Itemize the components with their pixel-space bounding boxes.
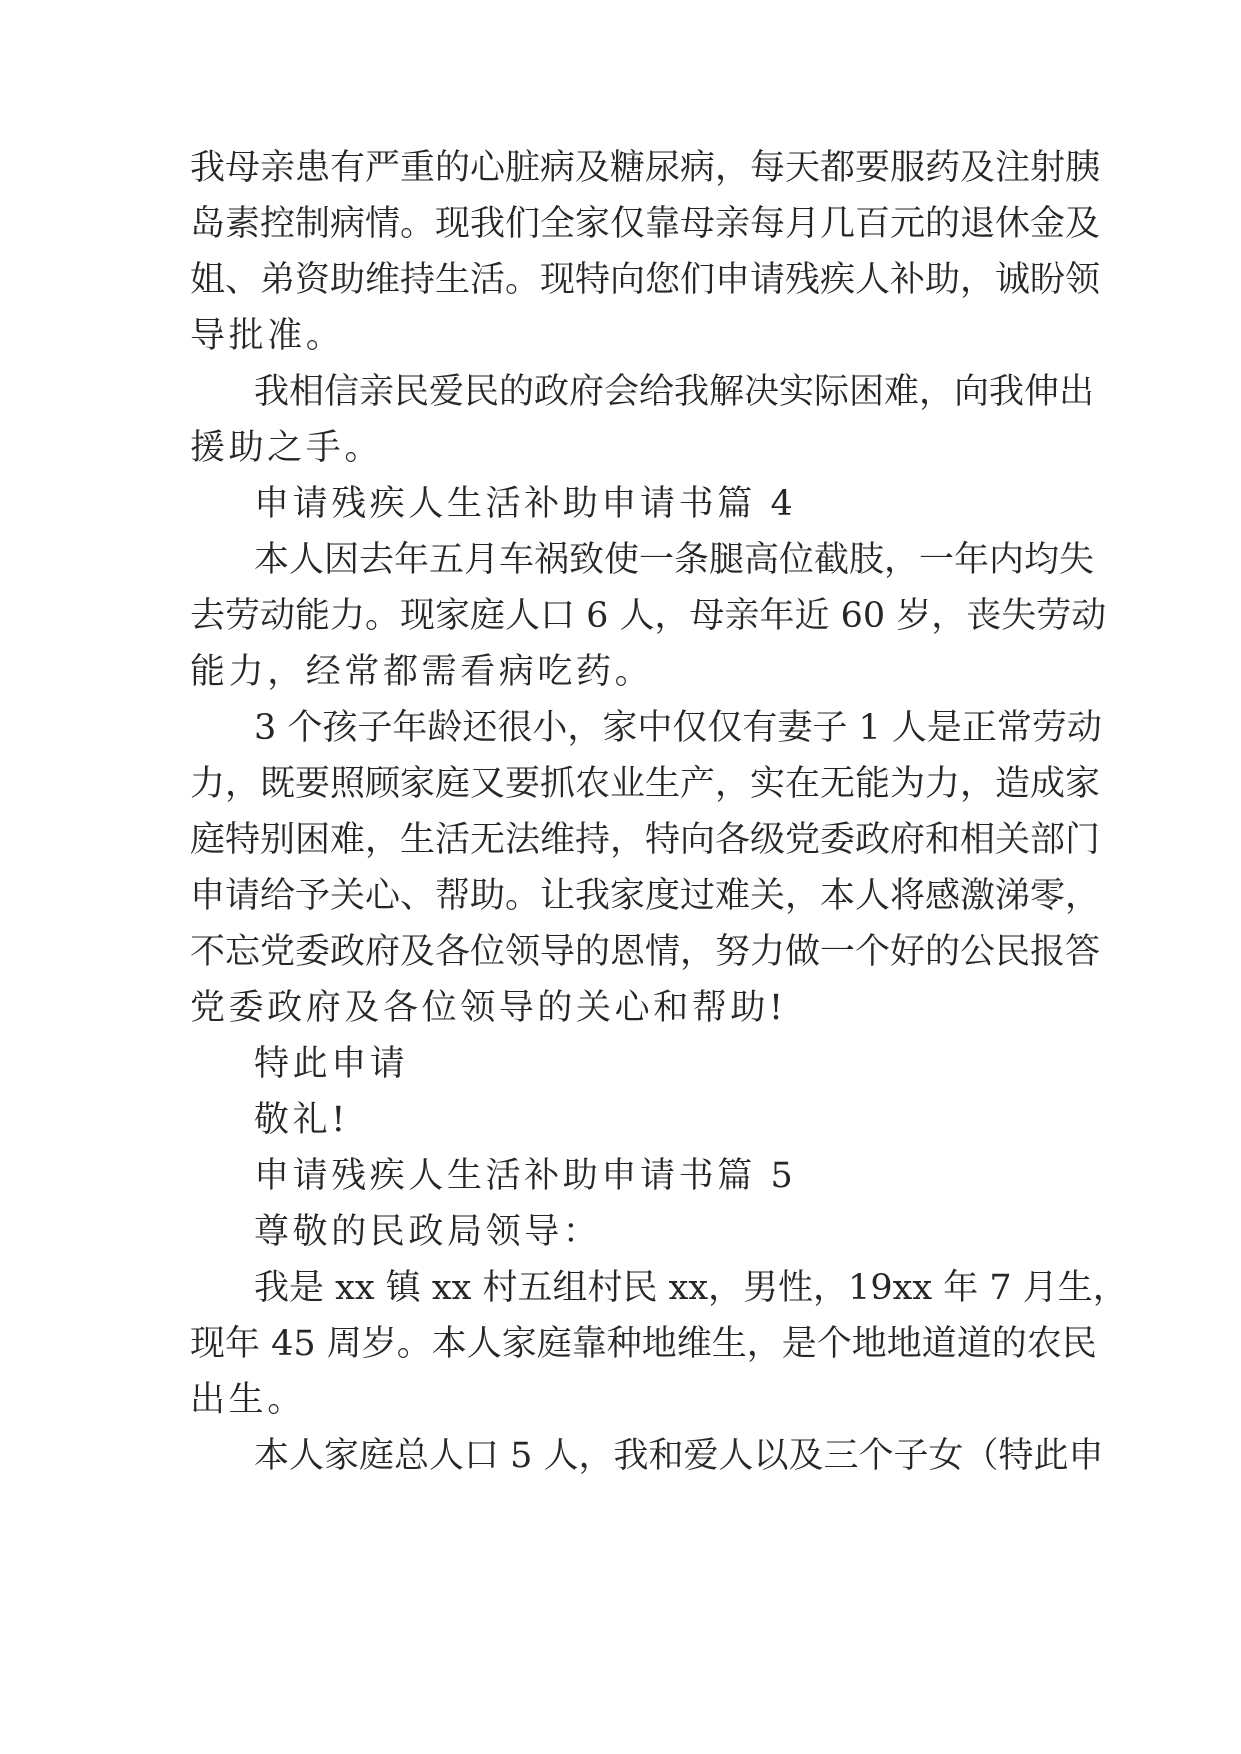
body-text-line: 出生。	[190, 1380, 306, 1420]
body-text-line: 援助之手。	[190, 428, 384, 468]
salutation: 尊敬的民政局领导：	[254, 1212, 602, 1252]
body-text-line: 能力，经常都需看病吃药。	[190, 652, 654, 692]
section-heading: 申请残疾人生活补助申请书篇 4	[254, 484, 797, 524]
body-text-line: 姐、弟资助维持生活。现特向您们申请残疾人补助，诚盼领	[190, 260, 1101, 300]
closing-text: 特此申请	[254, 1044, 409, 1084]
body-text-line: 导批准。	[190, 316, 345, 356]
body-text-line: 力，既要照顾家庭又要抓农业生产，实在无能为力，造成家	[190, 764, 1101, 804]
body-text-line: 不忘党委政府及各位领导的恩情，努力做一个好的公民报答	[190, 932, 1101, 972]
body-text-line: 我相信亲民爱民的政府会给我解决实际困难，向我伸出	[254, 372, 1095, 412]
body-text-line: 我是 xx 镇 xx 村五组村民 xx，男性，19xx 年 7 月生，	[254, 1268, 1128, 1308]
body-text-line: 党委政府及各位领导的关心和帮助!	[190, 988, 787, 1028]
body-text-line: 3 个孩子年龄还很小，家中仅仅有妻子 1 人是正常劳动	[254, 708, 1102, 748]
body-text-line: 现年 45 周岁。本人家庭靠种地维生，是个地地道道的农民	[190, 1324, 1097, 1364]
body-text-line: 申请给予关心、帮助。让我家度过难关，本人将感激涕零，	[190, 876, 1101, 916]
body-text-line: 岛素控制病情。现我们全家仅靠母亲每月几百元的退休金及	[190, 204, 1101, 244]
body-text-line: 本人因去年五月车祸致使一条腿高位截肢，一年内均失	[254, 540, 1095, 580]
closing-text: 敬礼!	[254, 1100, 349, 1140]
body-text-line: 庭特别困难，生活无法维持，特向各级党委政府和相关部门	[190, 820, 1101, 860]
body-text-line: 我母亲患有严重的心脏病及糖尿病，每天都要服药及注射胰	[190, 148, 1101, 188]
section-heading: 申请残疾人生活补助申请书篇 5	[254, 1156, 797, 1196]
body-text-line: 去劳动能力。现家庭人口 6 人，母亲年近 60 岁，丧失劳动	[190, 596, 1107, 636]
body-text-line: 本人家庭总人口 5 人，我和爱人以及三个子女（特此申	[254, 1436, 1104, 1476]
